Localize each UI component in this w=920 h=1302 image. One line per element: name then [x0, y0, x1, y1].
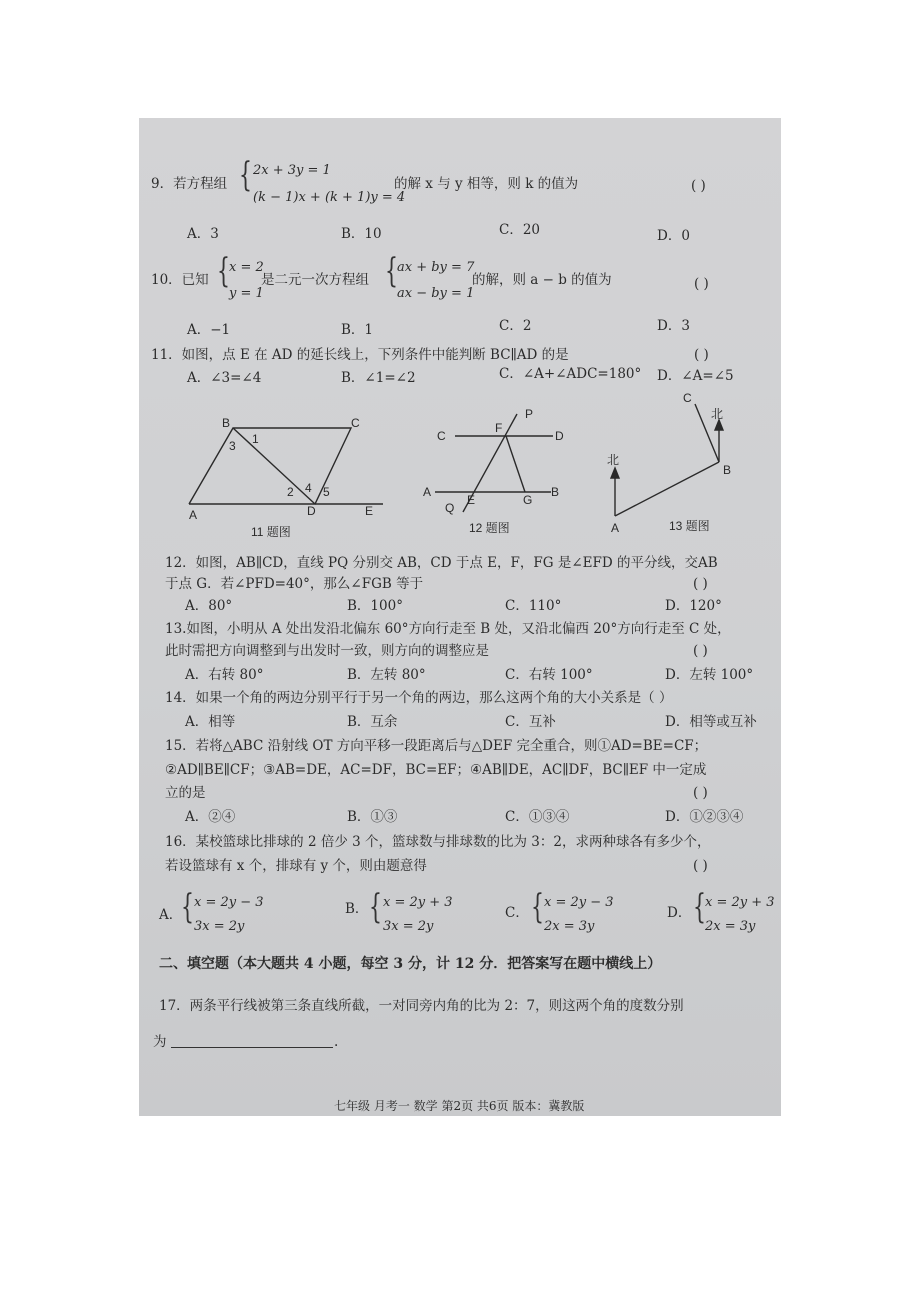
fig13-label-c: C — [683, 391, 692, 405]
fig12-label-b: B — [551, 485, 560, 499]
q16-option-c-brace: { — [531, 887, 544, 927]
q16-paren: ( ) — [693, 858, 708, 874]
figure-12 — [423, 407, 564, 535]
q17-line2-suffix: . — [334, 1034, 339, 1050]
fig11-label-5: 5 — [323, 485, 330, 499]
q9-eq2: (k − 1)x + (k + 1)y = 4 — [253, 190, 406, 205]
q16-option-d-eq1: x = 2y + 3 — [705, 895, 775, 910]
q14-text: 14．如果一个角的两边分别平行于另一个角的两边，那么这两个角的大小关系是（ ） — [165, 690, 673, 706]
fig12-label-f: F — [495, 421, 503, 435]
q13-paren: ( ) — [693, 643, 708, 659]
q15-line3: 立的是 — [165, 785, 206, 801]
q16-option-b-brace: { — [369, 887, 382, 927]
q14-option-a: A．相等 — [185, 714, 236, 730]
fig12-label-e: E — [467, 493, 476, 507]
q10-option-d: D．3 — [657, 318, 690, 334]
q10-tail: 的解，则 a − b 的值为 — [472, 272, 612, 288]
q9-label: 9．若方程组 — [151, 176, 228, 192]
q11-option-a: A．∠3=∠4 — [187, 370, 262, 386]
fig13-label-b: B — [723, 463, 732, 477]
q16-option-b-eq1: x = 2y + 3 — [383, 895, 453, 910]
q9-brace: { — [239, 155, 252, 195]
q15-line2: ②AD∥BE∥CF；③AB=DE，AC=DF，BC=EF；④AB∥DE，AC∥DF，BC∥EF 中一定成 — [165, 762, 707, 778]
q10-option-b: B．1 — [341, 322, 374, 338]
q11-paren: ( ) — [694, 347, 709, 363]
q17-answer-blank[interactable] — [171, 1047, 333, 1048]
q15-option-b: B．①③ — [347, 809, 398, 825]
fig11-label-4: 4 — [305, 481, 312, 495]
q9-option-a: A．3 — [187, 226, 219, 242]
q12-paren: ( ) — [693, 576, 708, 592]
fig12-label-c: C — [437, 429, 446, 443]
q12-line1: 12．如图，AB∥CD，直线 PQ 分别交 AB，CD 于点 E，F，FG 是∠EFD 的平分线，交AB — [165, 555, 718, 571]
section2-title: 二、填空题（本大题共 4 小题，每空 3 分，计 12 分．把答案写在题中横线上） — [159, 956, 662, 972]
q15-option-c: C．①③④ — [505, 809, 570, 825]
fig11-label-3: 3 — [229, 439, 236, 453]
q16-option-a-brace: { — [181, 887, 194, 927]
q13-option-d: D．左转 100° — [665, 667, 754, 683]
q9-eq1: 2x + 3y = 1 — [253, 163, 331, 178]
q10-eq2: ax − by = 1 — [397, 286, 475, 301]
figure-13 — [607, 391, 731, 535]
q10-paren: ( ) — [694, 276, 709, 292]
q16-option-d-letter: D． — [667, 905, 692, 921]
fig13-label-north-a: 北 — [607, 453, 620, 467]
fig12-caption: 12 题图 — [469, 521, 510, 535]
q16-option-d-eq2: 2x = 3y — [705, 919, 756, 934]
fig13-caption: 13 题图 — [669, 519, 710, 533]
fig11-label-d: D — [307, 504, 316, 518]
q10-option-c: C．2 — [499, 318, 532, 334]
q14-option-b: B．互余 — [347, 714, 398, 730]
q17-line1: 17．两条平行线被第三条直线所截，一对同旁内角的比为 2：7，则这两个角的度数分别 — [159, 998, 684, 1014]
q9-option-b: B．10 — [341, 226, 382, 242]
q16-option-c-eq1: x = 2y − 3 — [544, 895, 614, 910]
fig11-label-1: 1 — [252, 432, 259, 446]
fig13-label-north-b: 北 — [711, 407, 724, 421]
q16-option-c-eq2: 2x = 3y — [544, 919, 595, 934]
q15-option-d: D．①②③④ — [665, 809, 744, 825]
fig11-label-c: C — [351, 416, 360, 430]
q12-option-a: A．80° — [185, 598, 233, 614]
q16-option-a-letter: A． — [159, 907, 183, 923]
q13-line2: 此时需把方向调整到与出发时一致，则方向的调整应是 — [165, 643, 489, 659]
exam-page — [139, 118, 781, 1116]
q10-brace-given: { — [217, 251, 230, 291]
q17-line2-prefix: 为 — [153, 1034, 167, 1050]
q15-paren: ( ) — [693, 785, 708, 801]
q11-option-b: B．∠1=∠2 — [341, 370, 416, 386]
fig11-label-a: A — [189, 508, 198, 522]
q16-option-b-letter: B． — [345, 901, 369, 917]
fig11-label-e: E — [365, 504, 374, 518]
q15-line1: 15．若将△ABC 沿射线 OT 方向平移一段距离后与△DEF 完全重合，则①AD=BE=CF； — [165, 738, 708, 754]
q15-option-a: A．②④ — [185, 809, 236, 825]
q16-line2: 若设篮球有 x 个，排球有 y 个，则由题意得 — [165, 858, 427, 874]
page-footer: 七年级 月考一 数学 第2页 共6页 版本：冀教版 — [334, 1099, 585, 1113]
q9-option-c: C．20 — [499, 222, 541, 238]
q9-paren: ( ) — [691, 178, 706, 194]
q16-option-a-eq1: x = 2y − 3 — [194, 895, 264, 910]
q10-eq1: ax + by = 7 — [397, 260, 475, 275]
q16-option-b-eq2: 3x = 2y — [383, 919, 434, 934]
q13-option-c: C．右转 100° — [505, 667, 593, 683]
fig12-label-a: A — [423, 485, 432, 499]
q10-given1: x = 2 — [229, 260, 264, 275]
figures-area — [139, 388, 781, 548]
q12-option-c: C．110° — [505, 598, 562, 614]
q9-tail: 的解 x 与 y 相等，则 k 的值为 — [394, 176, 579, 192]
fig13-label-a: A — [611, 521, 620, 535]
figure-11 — [189, 416, 383, 539]
q10-brace-system: { — [385, 251, 398, 291]
q10-option-a: A．−1 — [187, 322, 231, 338]
q13-option-b: B．左转 80° — [347, 667, 426, 683]
q12-line2: 于点 G．若∠PFD=40°，那么∠FGB 等于 — [165, 576, 424, 592]
q13-line1: 13.如图，小明从 A 处出发沿北偏东 60°方向行走至 B 处，又沿北偏西 20°方向行走至 C 处， — [165, 621, 731, 637]
q11-text: 11．如图，点 E 在 AD 的延长线上，下列条件中能判断 BC∥AD 的是 — [151, 347, 569, 363]
q14-option-c: C．互补 — [505, 714, 556, 730]
q16-option-a-eq2: 3x = 2y — [194, 919, 245, 934]
fig12-label-p: P — [525, 407, 534, 421]
fig11-caption: 11 题图 — [251, 525, 291, 539]
q13-option-a: A．右转 80° — [185, 667, 264, 683]
q12-option-d: D．120° — [665, 598, 722, 614]
q11-option-c: C．∠A+∠ADC=180° — [499, 366, 642, 382]
q9-option-d: D．0 — [657, 228, 690, 244]
q10-label: 10．已知 — [151, 272, 209, 288]
q16-line1: 16．某校篮球比排球的 2 倍少 3 个，篮球数与排球数的比为 3：2，求两种球各有多少个， — [165, 834, 711, 850]
q10-mid: 是二元一次方程组 — [261, 272, 369, 288]
q11-option-d: D．∠A=∠5 — [657, 368, 734, 384]
q10-given2: y = 1 — [229, 286, 264, 301]
q14-option-d: D．相等或互补 — [665, 714, 757, 730]
fig11-label-2: 2 — [287, 485, 294, 499]
q16-option-d-brace: { — [693, 887, 706, 927]
q12-option-b: B．100° — [347, 598, 403, 614]
fig12-label-q: Q — [445, 501, 455, 515]
fig11-label-b: B — [222, 416, 231, 430]
q16-option-c-letter: C． — [505, 905, 529, 921]
fig12-label-g: G — [523, 493, 533, 507]
fig12-label-d: D — [555, 429, 564, 443]
